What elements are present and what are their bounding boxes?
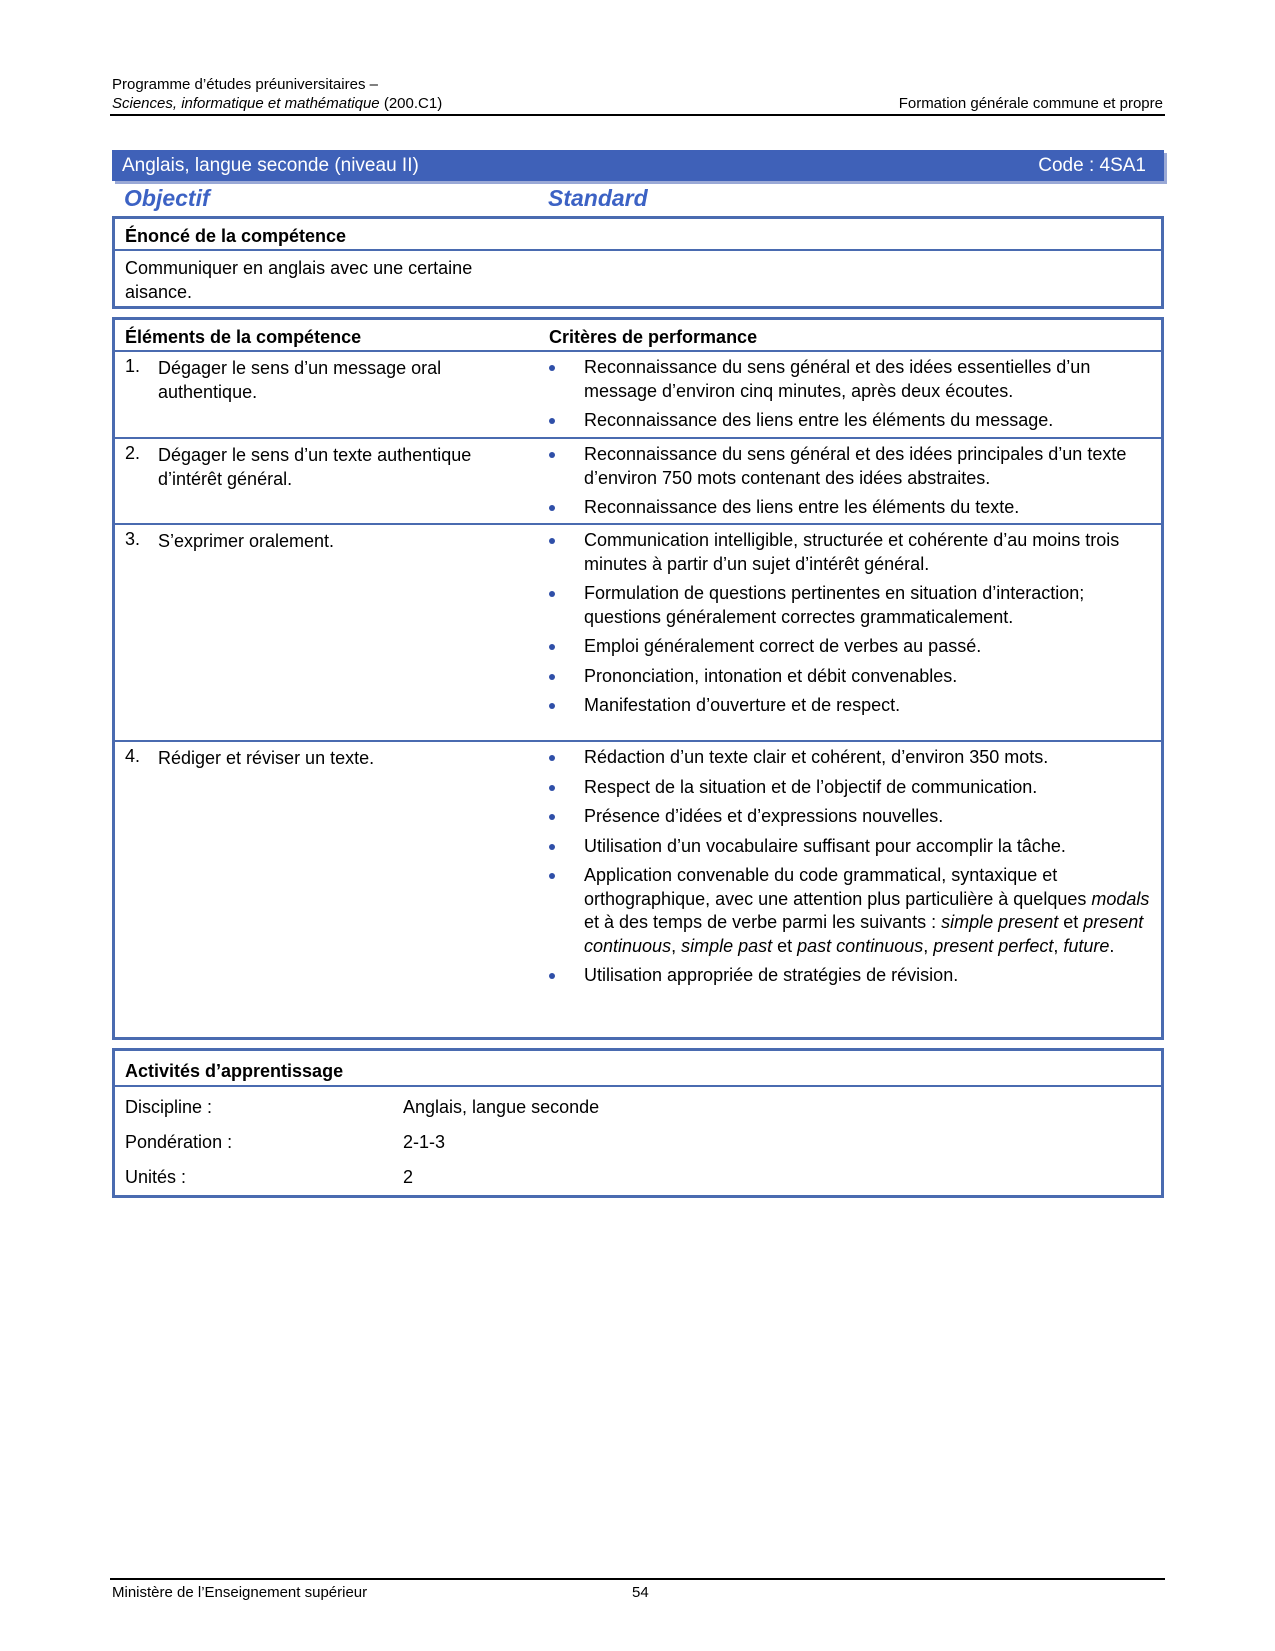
criterion-item-grammar	[547, 864, 1152, 958]
element-number: 4.	[125, 746, 141, 766]
bullet-icon	[549, 644, 555, 650]
bullet-icon	[549, 365, 555, 371]
elements-box	[112, 317, 1164, 1040]
unites-value: 2	[403, 1167, 414, 1187]
grammar-sep: ,	[1053, 935, 1064, 956]
formation-type: Formation générale commune et propre	[898, 95, 1163, 112]
activities-heading: Activités d’apprentissage	[125, 1061, 344, 1081]
criterion-item	[547, 582, 1152, 629]
criterion-item	[547, 964, 1152, 988]
tense-present-perfect: present perfect	[933, 935, 1054, 956]
grammar-end: .	[1109, 935, 1115, 956]
ministry-name: Ministère de l’Enseignement supérieur	[112, 1584, 368, 1601]
tense-future: future	[1063, 935, 1110, 956]
element-row-3	[115, 525, 1161, 742]
grammar-sep: ,	[671, 935, 682, 956]
tense-present-continuous: present continuous	[584, 912, 1144, 956]
criterion-text: Utilisation appropriée de stratégies de révision.	[584, 965, 959, 985]
element-row-4	[115, 742, 1161, 1037]
bullet-icon	[549, 418, 555, 424]
criterion-text: Communication intelligible, structurée et cohérente d’au moins trois minutes à partir d’un sujet d’intérêt général.	[584, 530, 1120, 574]
criterion-item	[547, 443, 1152, 490]
grammar-sep: et	[772, 935, 798, 956]
page-footer	[110, 1578, 1165, 1602]
grammar-part2: et à des temps de verbe parmi les suivants :	[584, 912, 942, 932]
page-number: 54	[632, 1584, 649, 1601]
program-subtitle	[112, 95, 442, 112]
enonce-header	[115, 219, 1161, 251]
grammar-modals: modals	[1091, 888, 1150, 909]
tense-simple-past: simple past	[681, 935, 773, 956]
elements-heading: Éléments de la compétence	[125, 327, 362, 347]
program-name: Programme d’études préuniversitaires –	[112, 76, 378, 93]
standard-heading: Standard	[548, 185, 648, 211]
page-header	[110, 76, 1165, 116]
bullet-icon	[549, 814, 555, 820]
criterion-text: Reconnaissance du sens général et des idées essentielles d’un message d’environ cinq minutes, après deux écoutes.	[584, 357, 1091, 401]
bullet-icon	[549, 844, 555, 850]
course-title: Anglais, langue seconde (niveau II)	[122, 155, 419, 176]
criterion-item	[547, 665, 1152, 689]
element-text: Dégager le sens d’un message oral authentique.	[158, 358, 442, 402]
criterion-text: Prononciation, intonation et débit convenables.	[584, 665, 958, 686]
grammar-sep: et	[1058, 912, 1084, 932]
tense-simple-present: simple present	[941, 912, 1059, 932]
criterion-text: Reconnaissance du sens général et des idées principales d’un texte d’environ 750 mots contenant des idées abstraites.	[584, 444, 1127, 488]
element-text: Rédiger et réviser un texte.	[158, 748, 375, 768]
criterion-item	[547, 746, 1152, 770]
course-code: Code : 4SA1	[1038, 155, 1146, 176]
element-text: Dégager le sens d’un texte authentique d’intérêt général.	[158, 445, 472, 489]
bullet-icon	[549, 703, 555, 709]
bullet-icon	[549, 755, 555, 761]
tense-past-continuous: past continuous	[797, 935, 924, 956]
unites-label: Unités :	[125, 1167, 187, 1187]
element-row-2	[115, 439, 1161, 525]
column-headings	[112, 185, 1164, 215]
objectif-heading: Objectif	[124, 185, 210, 211]
unites-row	[125, 1167, 1025, 1193]
activities-box	[112, 1048, 1164, 1198]
enonce-text: Communiquer en anglais avec une certaine aisance.	[125, 258, 473, 302]
program-subtitle-italic: Sciences, informatique et mathématique	[112, 95, 380, 112]
bullet-icon	[549, 785, 555, 791]
discipline-row	[125, 1097, 1025, 1123]
criteria-list	[547, 443, 1152, 526]
criterion-item	[547, 409, 1152, 433]
discipline-value: Anglais, langue seconde	[403, 1097, 600, 1117]
discipline-label: Discipline :	[125, 1097, 213, 1117]
criterion-text: Utilisation d’un vocabulaire suffisant pour accomplir la tâche.	[584, 835, 1066, 856]
element-text: S’exprimer oralement.	[158, 531, 335, 551]
bullet-icon	[549, 973, 555, 979]
criterion-text: Reconnaissance des liens entre les éléments du texte.	[584, 497, 1020, 517]
program-code: (200.C1)	[379, 95, 443, 112]
ponderation-value: 2-1-3	[403, 1132, 446, 1152]
criteria-list	[547, 529, 1152, 724]
bullet-icon	[549, 873, 555, 879]
grammar-sep: ,	[923, 935, 934, 956]
criterion-text: Emploi généralement correct de verbes au passé.	[584, 636, 982, 656]
ponderation-row	[125, 1132, 1025, 1158]
criterion-item	[547, 635, 1152, 659]
criterion-item	[547, 356, 1152, 403]
criterion-text	[584, 865, 1149, 956]
criterion-item	[547, 529, 1152, 576]
criterion-text: Manifestation d’ouverture et de respect.	[584, 695, 901, 715]
criterion-text: Présence d’idées et d’expressions nouvelles.	[584, 806, 944, 826]
bullet-icon	[549, 505, 555, 511]
criteria-list	[547, 746, 1152, 994]
criterion-text: Formulation de questions pertinentes en situation d’interaction; questions généralement correctes grammaticalement.	[584, 583, 1085, 627]
course-title-bar	[112, 150, 1164, 181]
bullet-icon	[549, 674, 555, 680]
bullet-icon	[549, 538, 555, 544]
element-number: 3.	[125, 529, 141, 549]
criterion-item	[547, 805, 1152, 829]
grammar-part1: Application convenable du code grammatical, syntaxique et orthographique, avec une attention plus particulière à quelques	[584, 865, 1092, 909]
criterion-text: Respect de la situation et de l’objectif de communication.	[584, 776, 1038, 797]
element-number: 2.	[125, 443, 141, 463]
enonce-heading: Énoncé de la compétence	[125, 226, 347, 246]
criterion-item	[547, 694, 1152, 718]
criterion-item	[547, 776, 1152, 800]
bullet-icon	[549, 591, 555, 597]
criterion-item	[547, 496, 1152, 520]
criteria-heading: Critères de performance	[549, 327, 758, 347]
criterion-text: Reconnaissance des liens entre les éléments du message.	[584, 410, 1054, 430]
enonce-box	[112, 216, 1164, 309]
criterion-text: Rédaction d’un texte clair et cohérent, d’environ 350 mots.	[584, 747, 1049, 767]
element-row-1	[115, 352, 1161, 439]
element-number: 1.	[125, 356, 141, 376]
ponderation-label: Pondération :	[125, 1132, 233, 1152]
criterion-item	[547, 835, 1152, 859]
bullet-icon	[549, 452, 555, 458]
activities-header	[115, 1051, 1161, 1087]
criteria-list	[547, 356, 1152, 439]
elements-header	[115, 320, 1161, 352]
